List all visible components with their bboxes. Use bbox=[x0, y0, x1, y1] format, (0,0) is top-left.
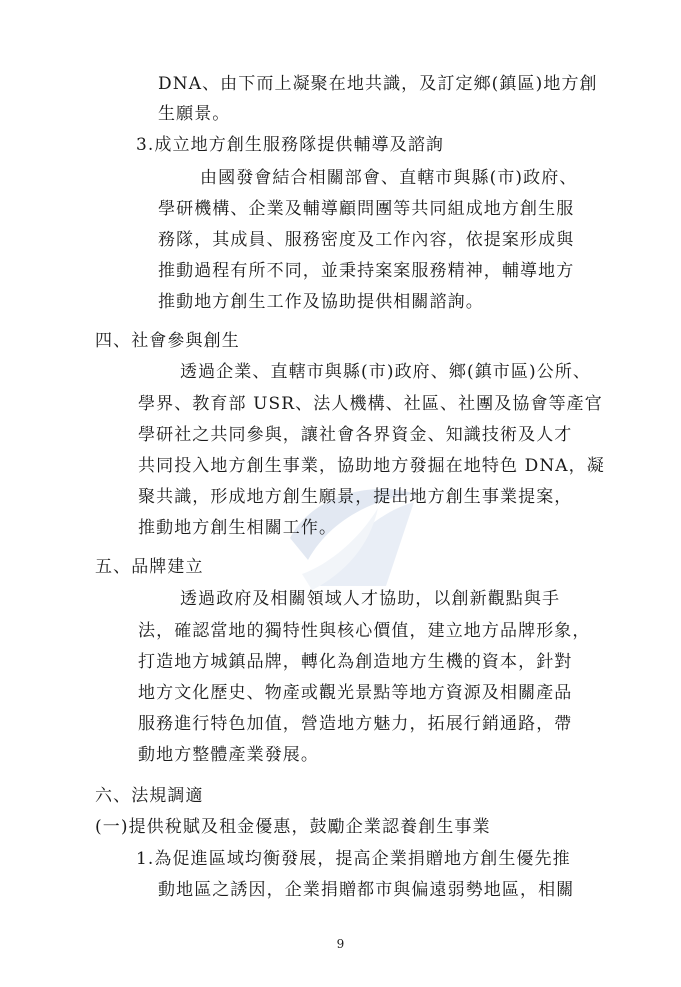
body-text-line: 動地區之誘因，企業捐贈都市與偏遠弱勢地區，相關 bbox=[158, 880, 575, 900]
section-heading: 五、品牌建立 bbox=[95, 557, 204, 577]
body-text-line: 共同投入地方創生事業，協助地方發掘在地特色 DNA，凝 bbox=[138, 456, 605, 476]
body-text-line: 透過政府及相關領域人才協助，以創新觀點與手 bbox=[180, 589, 561, 609]
numbered-item: 1.為促進區域均衡發展，提高企業捐贈地方創生優先推 bbox=[136, 849, 571, 869]
body-text-line: 法，確認當地的獨特性與核心價值，建立地方品牌形象， bbox=[138, 621, 591, 641]
body-text-line: DNA、由下而上凝聚在地共識，及訂定鄉(鎮區)地方創 bbox=[158, 74, 598, 94]
numbered-subheading: 3.成立地方創生服務隊提供輔導及諮詢 bbox=[136, 135, 445, 155]
section-heading: 六、法規調適 bbox=[95, 786, 204, 806]
section-heading: 四、社會參與創生 bbox=[95, 331, 240, 351]
body-text-line: 務隊，其成員、服務密度及工作內容，依提案形成與 bbox=[158, 230, 575, 250]
body-text-line: 推動地方創生相關工作。 bbox=[138, 518, 338, 538]
body-text-line: 生願景。 bbox=[158, 104, 231, 124]
body-text-line: 透過企業、直轄市與縣(市)政府、鄉(鎮市區)公所、 bbox=[180, 362, 592, 382]
body-text-line: 學研社之共同參與，讓社會各界資金、知識技術及人才 bbox=[138, 425, 573, 445]
body-text-line: 學界、教育部 USR、法人機構、社區、社團及協會等產官 bbox=[138, 394, 603, 414]
page-number: 9 bbox=[336, 937, 345, 951]
body-text-line: 學研機構、企業及輔導顧問團等共同組成地方創生服 bbox=[158, 199, 575, 219]
body-text-line: 動地方整體產業發展。 bbox=[138, 745, 319, 765]
body-text-line: 推動地方創生工作及協助提供相關諮詢。 bbox=[158, 292, 484, 312]
body-text-line: 推動過程有所不同，並秉持案案服務精神，輔導地方 bbox=[158, 261, 575, 281]
body-text-line: 由國發會結合相關部會、直轄市與縣(市)政府、 bbox=[200, 168, 578, 188]
body-text-line: 打造地方城鎮品牌，轉化為創造地方生機的資本，針對 bbox=[138, 652, 573, 672]
subsection-heading: (一)提供稅賦及租金優惠，鼓勵企業認養創生事業 bbox=[95, 817, 491, 837]
body-text-line: 服務進行特色加值，營造地方魅力，拓展行銷通路，帶 bbox=[138, 714, 573, 734]
body-text-line: 地方文化歷史、物產或觀光景點等地方資源及相關產品 bbox=[138, 683, 573, 703]
body-text-line: 聚共識，形成地方創生願景，提出地方創生事業提案， bbox=[138, 487, 573, 507]
